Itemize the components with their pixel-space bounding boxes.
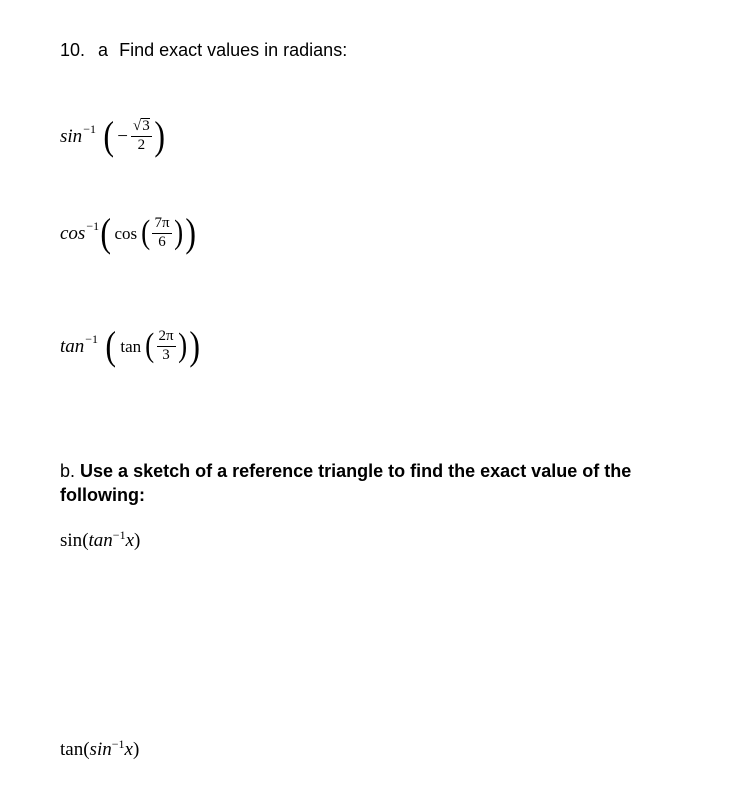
left-paren: ( xyxy=(100,210,112,255)
right-paren: ) xyxy=(185,210,196,255)
inner-function-name: tan xyxy=(120,336,142,356)
variable: x xyxy=(125,530,135,551)
part-b-instruction: Use a sketch of a reference triangle to find the exact value of the following: xyxy=(60,461,632,505)
question-number: 10. xyxy=(60,40,86,60)
inverse-exponent: −1 xyxy=(112,528,126,542)
denominator: 2 xyxy=(137,137,146,153)
fraction xyxy=(157,329,176,364)
inner-function-name: sin xyxy=(89,739,112,760)
fraction xyxy=(152,216,171,251)
function-name: sin xyxy=(60,125,83,147)
close-paren: ) xyxy=(134,530,141,551)
radical-sign-icon: √ xyxy=(133,118,142,135)
right-paren: ) xyxy=(189,323,200,368)
part-b-question-2 xyxy=(60,739,139,761)
inner-function-name: tan xyxy=(88,530,113,551)
part-letter: a xyxy=(98,40,109,60)
left-paren: ( xyxy=(105,323,117,368)
problem-1-expression xyxy=(60,110,166,162)
part-b-heading xyxy=(60,459,680,507)
part-b-letter: b. xyxy=(60,461,76,481)
denominator: 6 xyxy=(158,233,166,250)
numerator: 2π xyxy=(157,329,176,347)
inverse-exponent: −1 xyxy=(83,122,96,136)
square-root xyxy=(133,118,150,134)
variable: x xyxy=(124,739,133,760)
left-paren: ( xyxy=(103,113,114,158)
right-paren: ) xyxy=(173,214,183,251)
right-paren: ) xyxy=(177,327,187,364)
radicand: 3 xyxy=(142,118,150,135)
part-a-heading xyxy=(60,40,347,61)
function-name: cos xyxy=(60,222,86,244)
outer-function-name: sin xyxy=(60,530,83,551)
minus-sign: − xyxy=(117,125,129,147)
right-paren: ) xyxy=(154,113,165,158)
inverse-exponent: −1 xyxy=(86,219,100,233)
numerator: 7π xyxy=(152,216,171,234)
open-paren: ( xyxy=(83,739,90,760)
left-paren: ( xyxy=(141,214,151,251)
open-paren: ( xyxy=(82,530,89,551)
part-a-instruction: Find exact values in radians: xyxy=(119,40,348,60)
inverse-exponent: −1 xyxy=(111,737,125,751)
inverse-exponent: −1 xyxy=(85,332,99,346)
outer-function-name: tan xyxy=(60,739,84,760)
problem-2-expression xyxy=(60,207,197,259)
fraction xyxy=(131,118,152,154)
close-paren: ) xyxy=(132,739,140,760)
part-b-question-1 xyxy=(60,530,140,552)
inner-function-name: cos xyxy=(114,223,138,243)
denominator: 3 xyxy=(162,346,170,363)
left-paren: ( xyxy=(145,327,155,364)
problem-3-expression xyxy=(60,320,201,372)
function-name: tan xyxy=(60,335,85,357)
numerator xyxy=(131,118,152,137)
